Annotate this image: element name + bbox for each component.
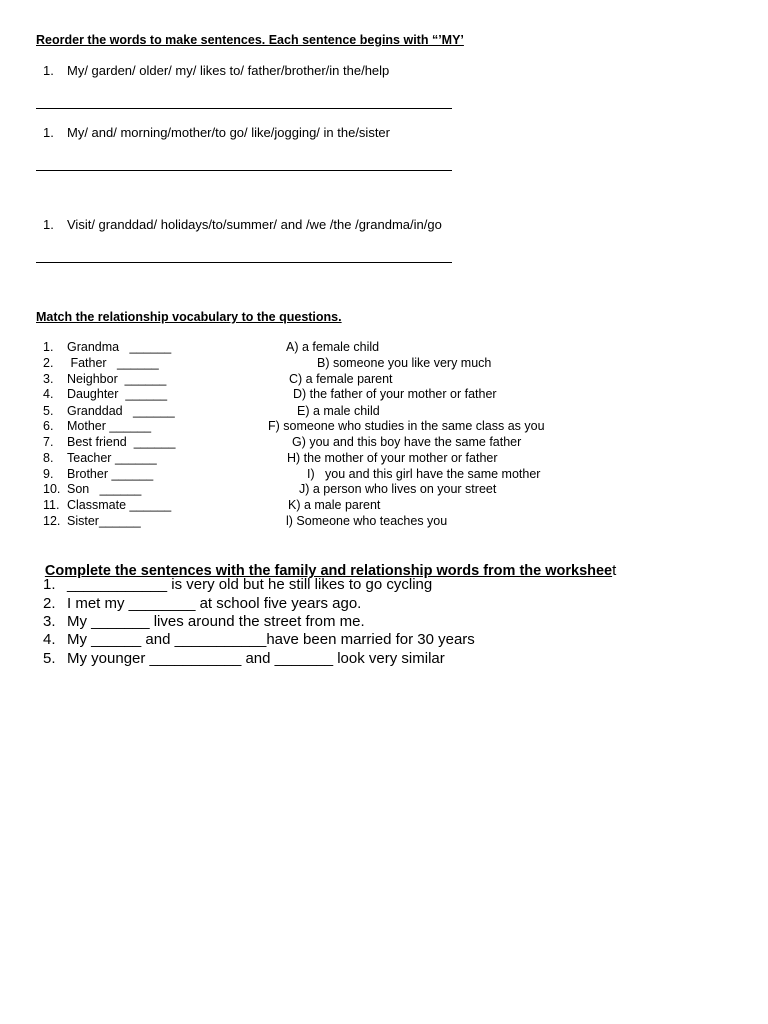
match-word-number: 5. (43, 404, 54, 418)
match-definition: K) a male parent (288, 498, 381, 512)
complete-item-number: 5. (43, 650, 56, 667)
match-word: Grandma ______ (67, 340, 172, 354)
answer-line-2[interactable] (36, 170, 452, 171)
complete-item-number: 3. (43, 613, 56, 630)
match-word-number: 4. (43, 387, 54, 401)
match-heading: Match the relationship vocabulary to the questions. (36, 310, 342, 324)
match-definition: H) the mother of your mother or father (287, 451, 498, 465)
match-word: Teacher ______ (67, 451, 157, 465)
match-word: Mother ______ (67, 419, 152, 433)
match-definition: D) the father of your mother or father (293, 387, 497, 401)
match-word-number: 7. (43, 435, 54, 449)
match-word-number: 9. (43, 467, 54, 481)
reorder-item-2-text: My/ and/ morning/mother/to go/ like/jogging/ in the/sister (67, 125, 390, 140)
answer-line-1[interactable] (36, 108, 452, 109)
match-word: Father ______ (67, 356, 159, 370)
complete-item-text: ____________ is very old but he still likes to go cycling (67, 576, 433, 593)
complete-item-text: My younger ___________ and _______ look very similar (67, 650, 445, 667)
complete-item-text: I met my ________ at school five years ago. (67, 595, 362, 612)
reorder-item-1-number: 1. (43, 63, 54, 78)
reorder-item-1-text: My/ garden/ older/ my/ likes to/ father/brother/in the/help (67, 63, 390, 78)
complete-heading (36, 544, 616, 580)
complete-heading-underlined: Complete the sentences with the family and relationship words from the workshee (44, 563, 613, 579)
answer-line-3[interactable] (36, 262, 452, 263)
match-word-number: 1. (43, 340, 54, 354)
match-definition: I) you and this girl have the same mother (307, 467, 541, 481)
match-word: Son ______ (67, 482, 142, 496)
match-definition: A) a female child (286, 340, 380, 354)
match-definition: B) someone you like very much (317, 356, 492, 370)
complete-heading-tail: t (612, 562, 617, 579)
match-definition: C) a female parent (289, 372, 393, 386)
match-word-number: 3. (43, 372, 54, 386)
match-definition: G) you and this boy have the same father (292, 435, 522, 449)
match-word-number: 12. (43, 514, 61, 528)
reorder-item-3-text: Visit/ granddad/ holidays/to/summer/ and /we /the /grandma/in/go (67, 217, 442, 232)
match-definition: J) a person who lives on your street (299, 482, 497, 496)
complete-item-text: My ______ and ___________have been married for 30 years (67, 631, 475, 648)
match-word-number: 10. (43, 482, 61, 496)
match-word: Neighbor ______ (67, 372, 167, 386)
match-word: Daughter ______ (67, 387, 168, 401)
complete-item-number: 1. (43, 576, 56, 593)
complete-item-number: 4. (43, 631, 56, 648)
match-word: Best friend ______ (67, 435, 176, 449)
match-word: Sister______ (67, 514, 141, 528)
match-word-number: 2. (43, 356, 54, 370)
match-word: Classmate ______ (67, 498, 172, 512)
reorder-item-2-number: 1. (43, 125, 54, 140)
complete-item-number: 2. (43, 595, 56, 612)
match-word-number: 6. (43, 419, 54, 433)
reorder-heading: Reorder the words to make sentences. Each sentence begins with “’MY’ (36, 33, 464, 47)
reorder-item-3-number: 1. (43, 217, 54, 232)
match-definition: E) a male child (297, 404, 380, 418)
match-definition: l) Someone who teaches you (286, 514, 448, 528)
match-word-number: 8. (43, 451, 54, 465)
complete-item-text: My _______ lives around the street from me. (67, 613, 365, 630)
match-definition: F) someone who studies in the same class as you (268, 419, 545, 433)
match-word: Granddad ______ (67, 404, 175, 418)
match-word-number: 11. (43, 498, 60, 512)
match-word: Brother ______ (67, 467, 154, 481)
